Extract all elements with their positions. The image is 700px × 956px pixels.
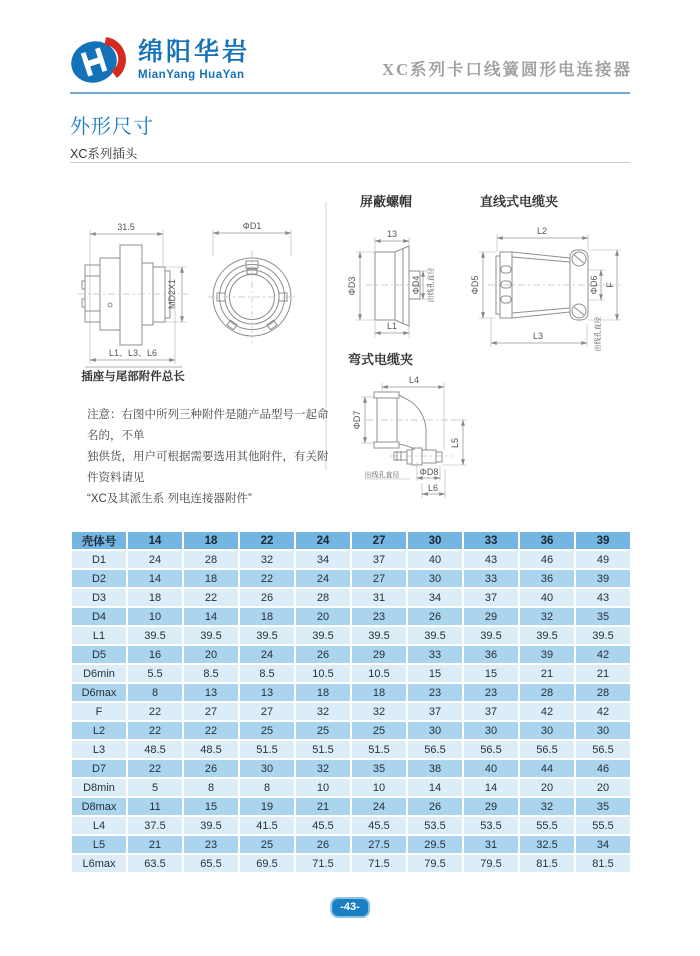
shield-nut-d3-dim: ΦD3 xyxy=(347,276,357,296)
table-cell: 37 xyxy=(464,703,518,720)
table-cell: 41.5 xyxy=(240,817,294,834)
table-cell: 18 xyxy=(352,684,406,701)
row-label: L4 xyxy=(72,817,126,834)
table-cell: 19 xyxy=(240,798,294,815)
table-cell: 24 xyxy=(296,570,350,587)
table-cell: 37 xyxy=(408,703,462,720)
table-cell: 39 xyxy=(576,570,630,587)
straight-clamp-l2-dim: L2 xyxy=(536,226,548,236)
table-cell: 39.5 xyxy=(240,627,294,644)
table-cell: 53.5 xyxy=(464,817,518,834)
row-label: D8min xyxy=(72,779,126,796)
table-cell: 55.5 xyxy=(520,817,574,834)
straight-clamp-hole-note: 出线孔直径 xyxy=(595,316,602,352)
table-cell: 20 xyxy=(520,779,574,796)
table-cell: 27.5 xyxy=(352,836,406,853)
table-cell: 56.5 xyxy=(520,741,574,758)
bent-clamp-l5-dim: L5 xyxy=(450,437,460,449)
table-cell: 40 xyxy=(408,551,462,568)
straight-clamp-f-dim: F xyxy=(605,282,615,288)
straight-clamp-d6-dim: ΦD6 xyxy=(589,275,599,295)
bent-clamp-l6-dim: L6 xyxy=(427,483,439,493)
table-row xyxy=(72,817,630,834)
table-cell: 46 xyxy=(520,551,574,568)
table-row xyxy=(72,551,630,568)
table-cell: 39 xyxy=(520,646,574,663)
row-label: D2 xyxy=(72,570,126,587)
table-cell: 5.5 xyxy=(128,665,182,682)
table-cell: 25 xyxy=(240,836,294,853)
table-cell: 20 xyxy=(296,608,350,625)
row-label: L5 xyxy=(72,836,126,853)
straight-clamp-l3-dim: L3 xyxy=(532,331,544,341)
table-cell: 30 xyxy=(464,722,518,739)
table-cell: 22 xyxy=(128,722,182,739)
row-label: D8max xyxy=(72,798,126,815)
header-divider xyxy=(70,92,630,94)
table-row xyxy=(72,741,630,758)
row-label: D6max xyxy=(72,684,126,701)
table-cell: 21 xyxy=(128,836,182,853)
table-cell: 69.5 xyxy=(240,855,294,872)
table-cell: 28 xyxy=(296,589,350,606)
table-cell: 25 xyxy=(296,722,350,739)
table-cell: 24 xyxy=(128,551,182,568)
table-cell: 39.5 xyxy=(184,817,238,834)
table-cell: 34 xyxy=(408,589,462,606)
table-cell: 65.5 xyxy=(184,855,238,872)
table-cell: 79.5 xyxy=(464,855,518,872)
table-row xyxy=(72,684,630,701)
table-cell: 35 xyxy=(352,760,406,777)
table-row xyxy=(72,836,630,853)
table-cell: 26 xyxy=(184,760,238,777)
table-cell: 27 xyxy=(352,570,406,587)
table-cell: 10 xyxy=(296,779,350,796)
row-label: F xyxy=(72,703,126,720)
table-cell: 30 xyxy=(240,760,294,777)
table-cell: 27 xyxy=(184,703,238,720)
page-number-badge: -43- xyxy=(330,897,370,918)
note-line: “XC及其派生系 列电连接器附件” xyxy=(87,493,252,505)
table-cell: 32 xyxy=(520,798,574,815)
table-cell: 28 xyxy=(184,551,238,568)
table-cell: 26 xyxy=(296,836,350,853)
table-cell: 32 xyxy=(296,760,350,777)
table-header-size: 36 xyxy=(520,532,574,549)
table-cell: 23 xyxy=(352,608,406,625)
table-cell: 39.5 xyxy=(184,627,238,644)
subtitle-divider xyxy=(70,162,630,163)
table-cell: 37.5 xyxy=(128,817,182,834)
table-row xyxy=(72,703,630,720)
table-cell: 15 xyxy=(408,665,462,682)
table-cell: 33 xyxy=(464,570,518,587)
attachment-note xyxy=(87,405,339,510)
shield-nut-width-dim: 13 xyxy=(386,229,398,239)
table-row xyxy=(72,627,630,644)
section-title: 外形尺寸 xyxy=(70,116,154,138)
table-cell: 15 xyxy=(184,798,238,815)
table-cell: 26 xyxy=(408,608,462,625)
table-cell: 53.5 xyxy=(408,817,462,834)
table-cell: 14 xyxy=(184,608,238,625)
table-cell: 45.5 xyxy=(296,817,350,834)
table-cell: 48.5 xyxy=(128,741,182,758)
table-cell: 56.5 xyxy=(464,741,518,758)
note-line: 独供货，用户可根据需要选用其他附件，有关附件资料请见 xyxy=(87,451,329,484)
bent-clamp-drawing xyxy=(348,352,467,498)
table-cell: 51.5 xyxy=(352,741,406,758)
table-cell: 40 xyxy=(520,589,574,606)
row-label: D6min xyxy=(72,665,126,682)
table-cell: 34 xyxy=(296,551,350,568)
table-header-size: 14 xyxy=(128,532,182,549)
table-cell: 30 xyxy=(576,722,630,739)
table-cell: 18 xyxy=(296,684,350,701)
table-cell: 37 xyxy=(464,589,518,606)
table-cell: 39.5 xyxy=(408,627,462,644)
table-cell: 42 xyxy=(520,703,574,720)
table-cell: 37 xyxy=(352,551,406,568)
table-row xyxy=(72,798,630,815)
table-header-size: 27 xyxy=(352,532,406,549)
table-cell: 45.5 xyxy=(352,817,406,834)
dimension-table xyxy=(70,530,632,874)
table-cell: 28 xyxy=(576,684,630,701)
straight-clamp-d5-dim: ΦD5 xyxy=(470,275,480,295)
table-cell: 22 xyxy=(184,589,238,606)
shield-nut-drawing xyxy=(347,194,435,337)
table-cell: 56.5 xyxy=(576,741,630,758)
table-cell: 14 xyxy=(128,570,182,587)
table-cell: 10.5 xyxy=(296,665,350,682)
table-row xyxy=(72,570,630,587)
table-cell: 25 xyxy=(352,722,406,739)
row-label: D1 xyxy=(72,551,126,568)
table-header-size: 18 xyxy=(184,532,238,549)
table-row xyxy=(72,646,630,663)
table-cell: 15 xyxy=(464,665,518,682)
table-cell: 10.5 xyxy=(352,665,406,682)
row-label: D4 xyxy=(72,608,126,625)
logo-icon xyxy=(70,34,128,88)
straight-clamp-drawing xyxy=(470,194,622,352)
plug-lengths-dim: L1、L3、L6 xyxy=(108,348,158,358)
table-cell: 48.5 xyxy=(184,741,238,758)
table-cell: 23 xyxy=(464,684,518,701)
table-cell: 20 xyxy=(576,779,630,796)
table-cell: 22 xyxy=(128,760,182,777)
table-header-size: 33 xyxy=(464,532,518,549)
row-label: L6max xyxy=(72,855,126,872)
document-title: XC系列卡口线簧圆形电连接器 xyxy=(382,60,632,79)
table-cell: 22 xyxy=(184,722,238,739)
table-cell: 42 xyxy=(576,703,630,720)
table-cell: 39.5 xyxy=(352,627,406,644)
dimension-table-head-row xyxy=(72,532,630,549)
shield-nut-d4-dim: ΦD4 xyxy=(411,275,421,295)
table-row xyxy=(72,665,630,682)
bent-clamp-l4-dim: L4 xyxy=(408,375,420,385)
table-cell: 23 xyxy=(184,836,238,853)
shield-nut-title: 屏蔽螺帽 xyxy=(360,194,413,209)
table-cell: 18 xyxy=(184,570,238,587)
table-cell: 39.5 xyxy=(296,627,350,644)
table-cell: 40 xyxy=(464,760,518,777)
table-cell: 24 xyxy=(240,646,294,663)
row-label: L3 xyxy=(72,741,126,758)
table-cell: 8 xyxy=(184,779,238,796)
table-cell: 5 xyxy=(128,779,182,796)
logo-name-en: MianYang HuaYan xyxy=(138,69,245,82)
row-label: D5 xyxy=(72,646,126,663)
table-cell: 81.5 xyxy=(576,855,630,872)
table-cell: 29.5 xyxy=(408,836,462,853)
table-cell: 35 xyxy=(576,608,630,625)
table-cell: 43 xyxy=(464,551,518,568)
table-row xyxy=(72,760,630,777)
table-cell: 13 xyxy=(184,684,238,701)
bent-clamp-d7-dim: ΦD7 xyxy=(352,410,362,430)
table-cell: 26 xyxy=(408,798,462,815)
table-cell: 20 xyxy=(184,646,238,663)
table-cell: 30 xyxy=(408,722,462,739)
table-cell: 8.5 xyxy=(184,665,238,682)
bent-clamp-hole-note: 出线孔直径 xyxy=(364,472,400,479)
bent-clamp-d8-dim: ΦD8 xyxy=(419,467,439,477)
table-cell: 30 xyxy=(520,722,574,739)
table-cell: 51.5 xyxy=(296,741,350,758)
company-logo xyxy=(70,34,250,88)
row-label: D7 xyxy=(72,760,126,777)
table-cell: 22 xyxy=(128,703,182,720)
row-label: L2 xyxy=(72,722,126,739)
dimension-table-body xyxy=(72,551,630,872)
plug-thread-dim: MD2X1 xyxy=(167,278,177,310)
table-cell: 22 xyxy=(240,570,294,587)
table-cell: 49 xyxy=(576,551,630,568)
table-cell: 38 xyxy=(408,760,462,777)
table-cell: 16 xyxy=(128,646,182,663)
note-line: 注意：右图中所列三种附件是随产品型号一起命名的，不单 xyxy=(87,409,329,442)
table-cell: 10 xyxy=(128,608,182,625)
table-row xyxy=(72,855,630,872)
plug-total-length-dim: 31.5 xyxy=(117,222,135,232)
table-cell: 28 xyxy=(520,684,574,701)
plug-front-view xyxy=(208,221,296,343)
table-cell: 32.5 xyxy=(520,836,574,853)
table-cell: 32 xyxy=(520,608,574,625)
plug-front-dim: ΦD1 xyxy=(242,221,262,231)
table-cell: 25 xyxy=(240,722,294,739)
row-label: D3 xyxy=(72,589,126,606)
table-row xyxy=(72,779,630,796)
table-cell: 31 xyxy=(352,589,406,606)
plug-caption: 插座与尾部附件总长 xyxy=(81,371,185,383)
table-header-shell-size: 壳体号 xyxy=(72,532,126,549)
table-cell: 39.5 xyxy=(520,627,574,644)
table-cell: 71.5 xyxy=(296,855,350,872)
table-cell: 34 xyxy=(576,836,630,853)
table-header-size: 22 xyxy=(240,532,294,549)
table-cell: 63.5 xyxy=(128,855,182,872)
table-header-size: 30 xyxy=(408,532,462,549)
table-cell: 56.5 xyxy=(408,741,462,758)
table-cell: 46 xyxy=(576,760,630,777)
table-cell: 21 xyxy=(296,798,350,815)
shield-nut-hole-note: 出线孔直径 xyxy=(428,267,435,303)
table-cell: 21 xyxy=(576,665,630,682)
table-header-size: 39 xyxy=(576,532,630,549)
table-cell: 23 xyxy=(408,684,462,701)
table-cell: 21 xyxy=(520,665,574,682)
table-cell: 29 xyxy=(464,608,518,625)
table-cell: 8 xyxy=(240,779,294,796)
logo-name-cn: 绵阳华岩 xyxy=(138,38,251,67)
table-cell: 29 xyxy=(464,798,518,815)
table-cell: 26 xyxy=(240,589,294,606)
table-row xyxy=(72,589,630,606)
table-cell: 26 xyxy=(296,646,350,663)
table-cell: 8 xyxy=(128,684,182,701)
straight-clamp-title: 直线式电缆夹 xyxy=(480,194,559,209)
table-cell: 71.5 xyxy=(352,855,406,872)
table-cell: 30 xyxy=(408,570,462,587)
table-cell: 36 xyxy=(464,646,518,663)
table-cell: 79.5 xyxy=(408,855,462,872)
table-cell: 39.5 xyxy=(464,627,518,644)
table-cell: 10 xyxy=(352,779,406,796)
table-cell: 18 xyxy=(128,589,182,606)
table-cell: 32 xyxy=(352,703,406,720)
table-cell: 11 xyxy=(128,798,182,815)
table-cell: 8.5 xyxy=(240,665,294,682)
table-cell: 39.5 xyxy=(576,627,630,644)
table-row xyxy=(72,608,630,625)
table-cell: 55.5 xyxy=(576,817,630,834)
table-cell: 18 xyxy=(240,608,294,625)
table-cell: 14 xyxy=(408,779,462,796)
shield-nut-l1-dim: L1 xyxy=(386,321,398,331)
table-cell: 44 xyxy=(520,760,574,777)
table-cell: 24 xyxy=(352,798,406,815)
row-label: L1 xyxy=(72,627,126,644)
table-cell: 13 xyxy=(240,684,294,701)
table-header-size: 24 xyxy=(296,532,350,549)
table-cell: 14 xyxy=(464,779,518,796)
table-cell: 35 xyxy=(576,798,630,815)
table-row xyxy=(72,722,630,739)
section-subtitle: XC系列插头 xyxy=(70,147,138,161)
table-cell: 39.5 xyxy=(128,627,182,644)
table-cell: 51.5 xyxy=(240,741,294,758)
table-cell: 27 xyxy=(240,703,294,720)
table-cell: 81.5 xyxy=(520,855,574,872)
table-cell: 31 xyxy=(464,836,518,853)
plug-side-view xyxy=(78,222,188,383)
table-cell: 36 xyxy=(520,570,574,587)
table-cell: 43 xyxy=(576,589,630,606)
table-cell: 32 xyxy=(240,551,294,568)
table-cell: 42 xyxy=(576,646,630,663)
table-cell: 32 xyxy=(296,703,350,720)
bent-clamp-title: 弯式电缆夹 xyxy=(348,352,414,367)
table-cell: 29 xyxy=(352,646,406,663)
table-cell: 33 xyxy=(408,646,462,663)
